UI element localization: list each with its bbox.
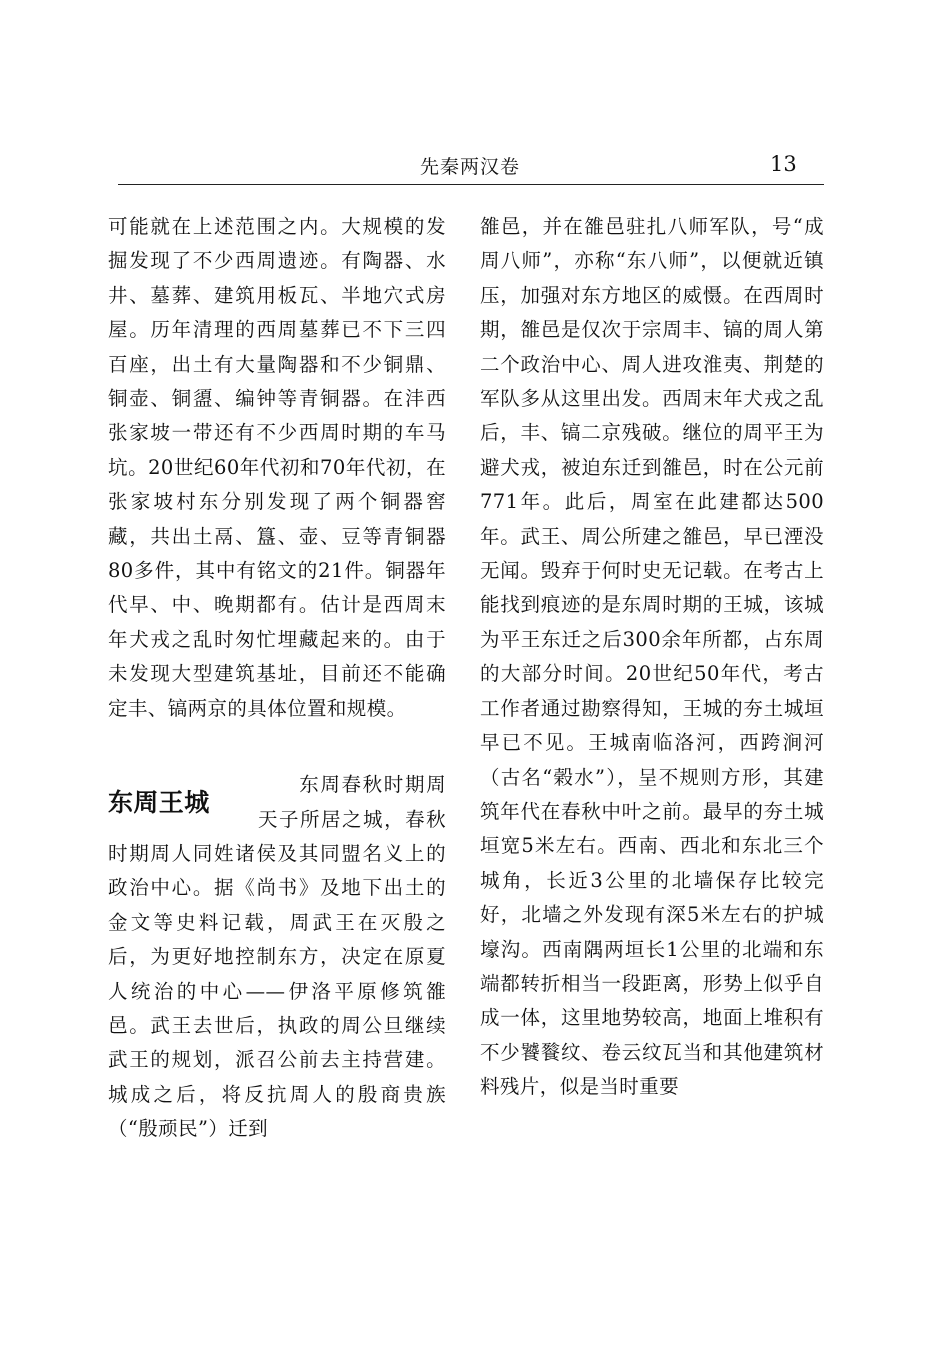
header-rule: [118, 184, 824, 185]
page-number: 13: [770, 152, 797, 176]
body-paragraph: 可能就在上述范围之内。大规模的发掘发现了不少西周遗迹。有陶器、水井、墓葬、建筑用板瓦、半地穴式房屋。历年清理的西周墓葬已不下三四百座，出土有大量陶器和不少铜鼎、铜壶、铜盨、编钟等青铜器。在沣西张家坡一带还有不少西周时期的车马坑。20世纪60年代初和70年代初，在张家坡村东分别发现了两个铜器窖藏，共出土鬲、簋、壶、豆等青铜器80多件，其中有铭文的21件。铜器年代早、中、晚期都有。估计是西周末年犬戎之乱时匆忙埋藏起来的。由于未发现大型建筑基址，目前还不能确定丰、镐两京的具体位置和规模。: [108, 215, 446, 720]
running-header-title: 先秦两汉卷: [419, 156, 520, 178]
right-column: [480, 210, 824, 1105]
body-paragraph-continued: 雒邑，并在雒邑驻扎八师军队，号“成周八师”，亦称“东八师”，以便就近镇压，加强对东方地区的威慑。在西周时期，雒邑是仅次于宗周丰、镐的周人第二个政治中心、周人进攻淮夷、荆楚的军队多从这里出发。西周末年犬戎之乱后，丰、镐二京残破。继位的周平王为避犬戎，被迫东迁到雒邑，时在公元前771年。此后，周室在此建都达500年。武王、周公所建之雒邑，早已湮没无闻。毁弃于何时史无记载。在考古上能找到痕迹的是东周时期的王城，该城为平王东迁之后300余年所都，占东周的大部分时间。20世纪50年代，考古工作者通过勘察得知，王城的夯土城垣早已不见。王城南临洛河，西跨涧河（古名“榖水”），呈不规则方形，其建筑年代在春秋中叶之前。最早的夯土城垣宽5米左右。西南、西北和东北三个城角，长近3公里的北墙保存比较完好，北墙之外发现有深5米左右的护城壕沟。西南隅两垣长1公里的北端和东端都转折相当一段距离，形势上似乎自成一体，这里地势较高，地面上堆积有不少饕餮纹、卷云纹瓦当和其他建筑材料残片，似是当时重要: [480, 215, 824, 1099]
section-paragraph-text: 东周春秋时期周天子所居之城，春秋时期周人同姓诸侯及其同盟名义上的政治中心。据《尚书》及地下出土的金文等史料记载，周武王在灭殷之后，为更好地控制东方，决定在原夏人统治的中心——伊洛平原修筑雒邑。武王去世后，执政的周公旦继续武王的规划，派召公前去主持营建。城成之后，将反抗周人的殷商贵族（“殷顽民”）迁到: [108, 773, 446, 1141]
section-heading: 东周王城: [108, 788, 210, 818]
section-paragraph: [108, 768, 446, 1146]
section-east-zhou-wangcheng: [108, 768, 446, 1146]
left-column: [108, 210, 446, 1147]
